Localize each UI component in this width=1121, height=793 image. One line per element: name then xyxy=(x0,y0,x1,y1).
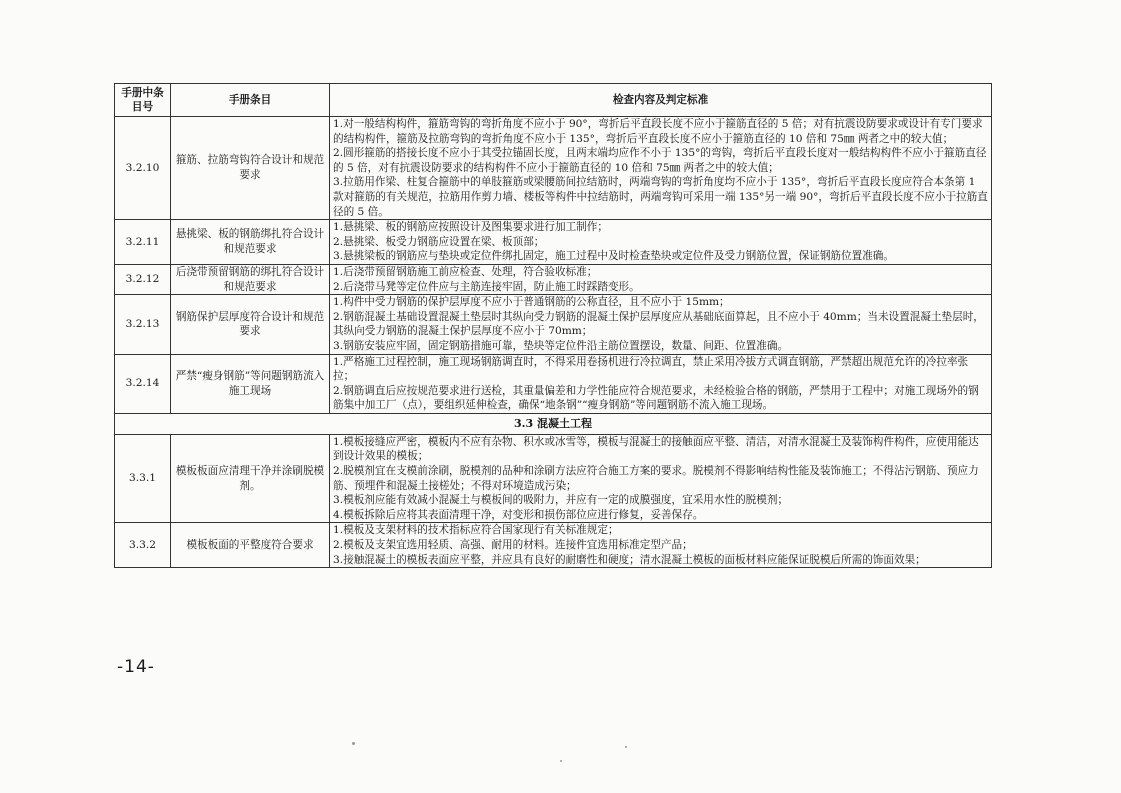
content-line: 3.钢筋安装应牢固，固定钢筋措施可靠，垫块等定位件沿主筋位置摆设，数量、间距、位置准确。 xyxy=(333,339,789,352)
content-line: 2.钢筋调直后应按规范要求进行送检，其重量偏差和力学性能应符合规范要求，未经检验合格的钢筋，严禁用于工程中；对施工现场外的钢筋集中加工厂（点），要组织延伸检查，确保“地条钢”“瘦身钢筋”等问题钢筋不流入施工现场。 xyxy=(333,384,979,412)
item-content xyxy=(330,117,992,220)
item-number: 3.3.2 xyxy=(115,523,171,568)
content-line: 1.严格施工过程控制，施工现场钢筋调直时，不得采用卷扬机进行冷拉调直，禁止采用冷拔方式调直钢筋，严禁超出规范允许的冷拉率张拉； xyxy=(333,355,969,383)
item-number: 3.2.11 xyxy=(115,220,171,265)
content-line: 2.后浇带马凳等定位件应与主筋连接牢固，防止施工时踩踏变形。 xyxy=(333,280,640,293)
table-row xyxy=(115,117,992,220)
item-number: 3.2.13 xyxy=(115,295,171,354)
item-content xyxy=(330,354,992,413)
item-content xyxy=(330,295,992,354)
section-heading: 3.3 混凝土工程 xyxy=(115,413,992,434)
scan-speck xyxy=(352,742,355,745)
content-line: 1.悬挑梁、板的钢筋应按照设计及图集要求进行加工制作； xyxy=(333,221,608,234)
content-line: 1.模板接缝应严密，模板内不应有杂物、积水或冰雪等，模板与混凝土的接触面应平整、清洁，对清水混凝土及装饰构件构件，应使用能达到设计效果的模板； xyxy=(333,435,979,463)
table-row xyxy=(115,264,992,294)
content-line: 1.后浇带预留钢筋施工前应检查、处理，符合验收标准； xyxy=(333,265,598,278)
item-number: 3.2.10 xyxy=(115,117,171,220)
item-name: 模板板面的平整度符合要求 xyxy=(171,523,330,568)
header-item-number: 手册中条目号 xyxy=(115,84,171,117)
table-row xyxy=(115,220,992,265)
content-line: 1.模板及支架材料的技术指标应符合国家现行有关标准规定； xyxy=(333,524,619,537)
item-number: 3.2.14 xyxy=(115,354,171,413)
content-line: 4.模板拆除后应将其表面清理干净，对变形和损伤部位应进行修复，妥善保存。 xyxy=(333,508,704,521)
header-inspection-content: 检查内容及判定标准 xyxy=(330,84,992,117)
item-content xyxy=(330,523,992,568)
scan-speck xyxy=(625,746,627,748)
content-line: 3.模板剂应能有效减小混凝土与模板间的吸附力，并应有一定的成膜强度，宜采用水性的脱模剂； xyxy=(333,494,789,507)
header-item-name: 手册条目 xyxy=(171,84,330,117)
item-content xyxy=(330,434,992,523)
table-row xyxy=(115,523,992,568)
item-name: 严禁“瘦身钢筋”等问题钢筋流入施工现场 xyxy=(171,354,330,413)
table-row xyxy=(115,354,992,413)
content-line: 1.对一般结构构件，箍筋弯钩的弯折角度不应小于 90°，弯折后平直段长度不应小于箍筋直径的 5 倍；对有抗震设防要求或设计有专门要求的结构构件，箍筋及拉筋弯钩的弯折角度不应小于 135°，弯折后平直段长度不应小于箍筋直径的 10 倍和 75㎜ 两者之中的较大值； xyxy=(333,118,983,145)
content-line: 2.悬挑梁、板受力钢筋应设置在梁、板顶部； xyxy=(333,235,545,248)
content-line: 2.圆形箍筋的搭接长度不应小于其受拉锚固长度，且两末端均应作不小于 135°的弯钩，弯折后平直段长度对一般结构构件不应小于箍筋直径的 5 倍，对有抗震设防要求的结构构件不应小于箍筋直径的 10 倍和 75㎜ 两者之中的较大值； xyxy=(333,147,987,174)
item-number: 3.2.12 xyxy=(115,264,171,294)
item-content xyxy=(330,264,992,294)
section-heading-row xyxy=(115,413,992,434)
content-line: 3.拉筋用作梁、柱复合箍筋中的单肢箍筋或梁腰筋间拉结筋时，两端弯钩的弯折角度均不应小于 135°，弯折后平直段长度应符合本条第 1 款对箍筋的有关规范，拉筋用作剪力墙、楼板等构件中拉结筋时，两端弯钩可采用一端 135°另一端 90°，弯折后平直段长度不应小于拉筋直径的 5 倍。 xyxy=(333,176,988,218)
table-row xyxy=(115,434,992,523)
item-number: 3.3.1 xyxy=(115,434,171,523)
content-line: 2.钢筋混凝土基础设置混凝土垫层时其纵向受力钢筋的混凝土保护层厚度应从基础底面算起，且不应小于 40mm；当未设置混凝土垫层时，其纵向受力钢筋的混凝土保护层厚度不应小于 70mm； xyxy=(333,310,984,338)
table-row xyxy=(115,295,992,354)
item-name: 钢筋保护层厚度符合设计和规范要求 xyxy=(171,295,330,354)
item-name: 模板板面应清理干净并涂刷脱模剂。 xyxy=(171,434,330,523)
standards-table xyxy=(114,83,992,568)
page-number: -14- xyxy=(117,657,155,677)
item-content xyxy=(330,220,992,265)
content-line: 1.构件中受力钢筋的保护层厚度不应小于普通钢筋的公称直径，且不应小于 15mm； xyxy=(333,296,730,309)
item-name: 后浇带预留钢筋的绑扎符合设计和规范要求 xyxy=(171,264,330,294)
scan-speck xyxy=(560,760,562,762)
content-line: 3.悬挑梁板的钢筋应与垫块或定位件绑扎固定，施工过程中及时检查垫块或定位件及受力钢筋位置，保证钢筋位置准确。 xyxy=(333,250,894,263)
content-line: 3.接触混凝土的模板表面应平整，并应具有良好的耐磨性和硬度；清水混凝土模板的面板材料应能保证脱模后所需的饰面效果； xyxy=(333,553,926,566)
item-name: 悬挑梁、板的钢筋绑扎符合设计和规范要求 xyxy=(171,220,330,265)
item-name: 箍筋、拉筋弯钩符合设计和规范要求 xyxy=(171,117,330,220)
table-header-row xyxy=(115,84,992,117)
content-line: 2.模板及支架宜选用轻质、高强、耐用的材料。连接件宜选用标准定型产品； xyxy=(333,539,693,552)
content-line: 2.脱模剂宜在支模前涂刷，脱模剂的品种和涂刷方法应符合施工方案的要求。脱模剂不得影响结构性能及装饰施工；不得沾污钢筋、预应力筋、预埋件和混凝土接槎处；不得对环境造成污染； xyxy=(333,465,979,492)
